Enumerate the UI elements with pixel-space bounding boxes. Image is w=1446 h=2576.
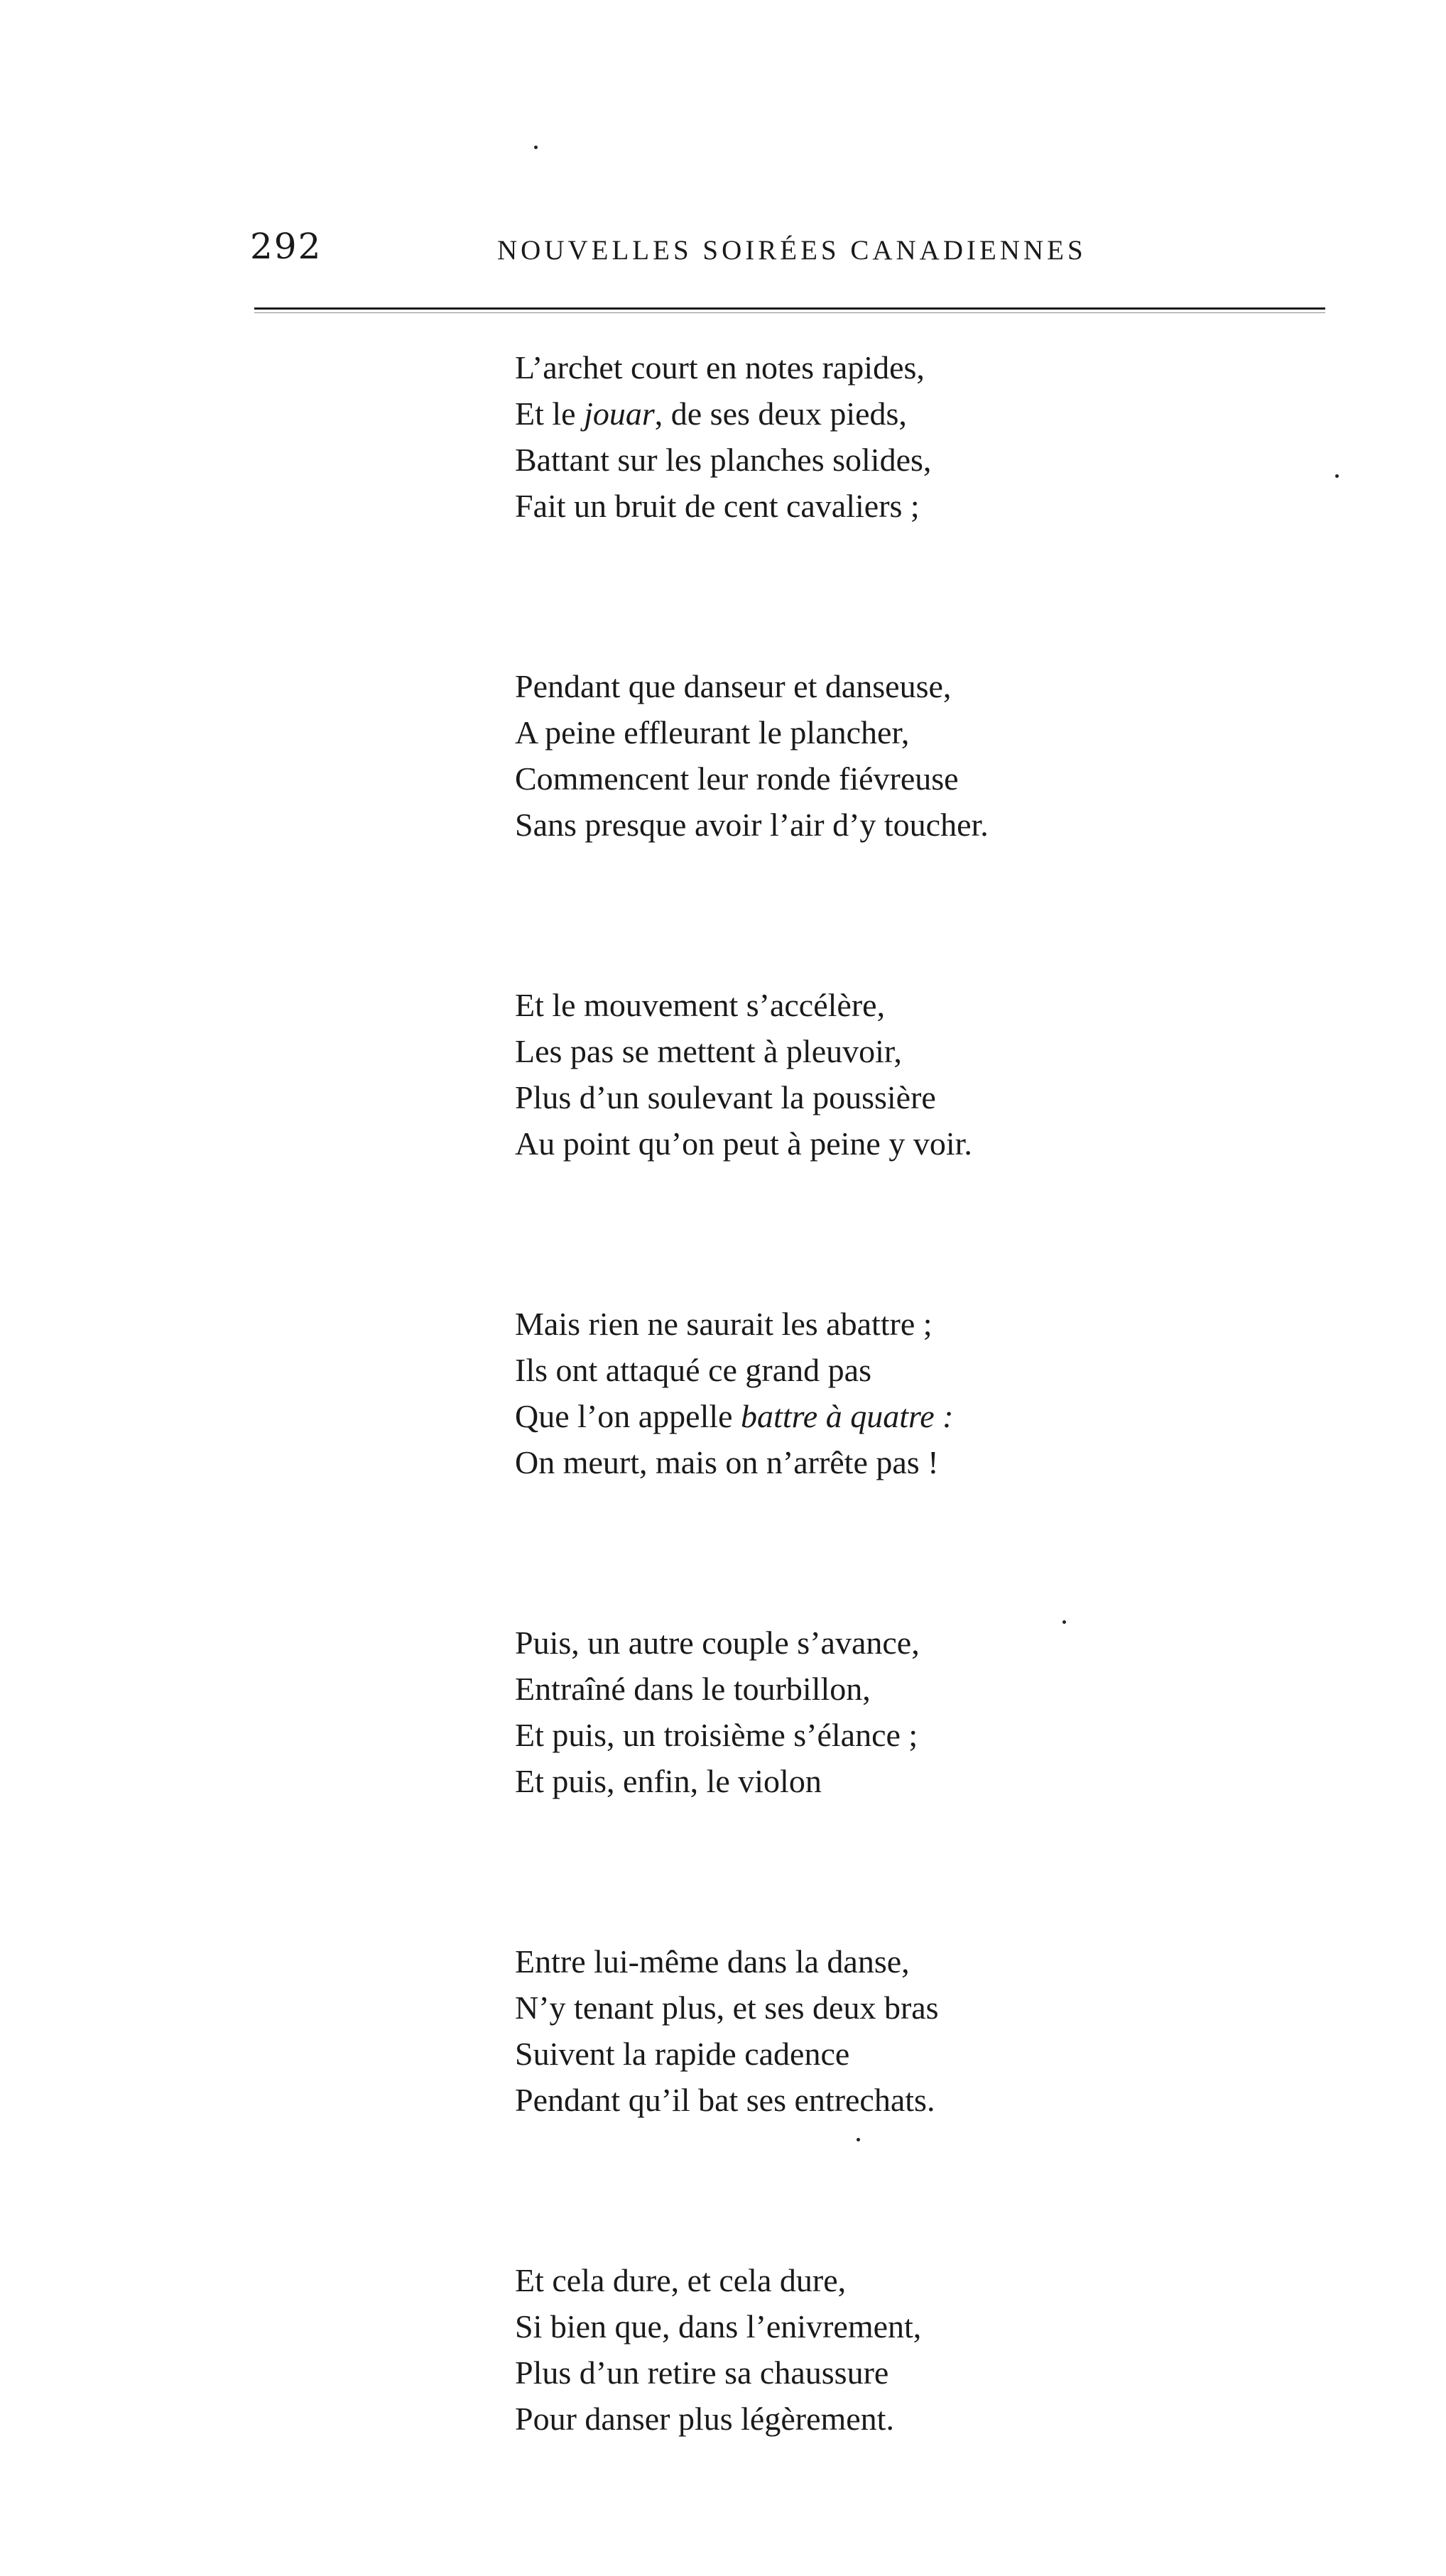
poem-line [515, 2031, 1367, 2077]
line-text: Pendant que danseur et danseuse, [515, 668, 952, 704]
stanza [515, 2257, 1367, 2442]
poem-line [515, 1347, 1367, 1393]
poem-line [515, 2077, 1367, 2123]
line-italic: battre à quatre : [741, 1398, 954, 1434]
line-text: Et puis, enfin, le violon [515, 1763, 822, 1799]
line-text: Et le mouvement s’accélère, [515, 987, 886, 1023]
line-text: On meurt, mais on n’arrête pas ! [515, 1444, 939, 1480]
line-text: Entre lui-même dans la danse, [515, 1943, 910, 1980]
poem-line [515, 1666, 1367, 1712]
poem-line [515, 1301, 1367, 1347]
poem-line [515, 802, 1367, 848]
poem-line [515, 755, 1367, 802]
page-number: 292 [250, 226, 322, 267]
line-text: Battant sur les planches solides, [515, 442, 932, 478]
line-text: Puis, un autre couple s’avance, [515, 1625, 920, 1661]
poem-line [515, 1985, 1367, 2031]
poem-line [515, 1620, 1367, 1666]
line-text: Pour danser plus légèrement. [515, 2401, 894, 2437]
poem-line [515, 391, 1367, 437]
stanza [515, 982, 1367, 1167]
line-text: Plus d’un retire sa chaussure [515, 2354, 889, 2391]
running-title: NOUVELLES SOIRÉES CANADIENNES [497, 235, 1087, 266]
line-text: Et puis, un troisième s’élance ; [515, 1717, 918, 1753]
line-text: Fait un bruit de cent cavaliers ; [515, 488, 920, 524]
line-text: Les pas se mettent à pleuvoir, [515, 1033, 902, 1069]
poem-line [515, 483, 1367, 529]
line-text-after: , de ses deux pieds, [654, 395, 907, 432]
stanza [515, 1938, 1367, 2123]
line-text: Ils ont attaqué ce grand pas [515, 1352, 871, 1388]
poem-line [515, 437, 1367, 483]
poem-line [515, 982, 1367, 1028]
line-text: Et cela dure, et cela dure, [515, 2262, 847, 2298]
line-text: Entraîné dans le tourbillon, [515, 1671, 871, 1707]
poem [515, 344, 1367, 2576]
header-rule [254, 307, 1325, 310]
poem-line [515, 1028, 1367, 1074]
poem-line [515, 663, 1367, 709]
poem-line [515, 1938, 1367, 1985]
poem-line [515, 1074, 1367, 1120]
line-text: Si bien que, dans l’enivrement, [515, 2308, 922, 2345]
line-text: Plus d’un soulevant la poussière [515, 1079, 936, 1115]
line-text: A peine effleurant le plancher, [515, 714, 910, 751]
poem-line [515, 2257, 1367, 2303]
line-text: Sans presque avoir l’air d’y toucher. [515, 807, 989, 843]
line-text: Commencent leur ronde fiévreuse [515, 760, 959, 797]
poem-line [515, 344, 1367, 391]
poem-line [515, 1758, 1367, 1804]
line-text: Suivent la rapide cadence [515, 2036, 850, 2072]
poem-line [515, 1712, 1367, 1758]
line-text: Mais rien ne saurait les abattre ; [515, 1306, 933, 1342]
header-rule-secondary [254, 312, 1325, 313]
line-text: Que l’on appelle [515, 1398, 741, 1434]
line-text: Et le [515, 395, 585, 432]
ink-speck [534, 146, 538, 149]
line-text: L’archet court en notes rapides, [515, 349, 925, 386]
poem-line [515, 709, 1367, 755]
poem-line [515, 2396, 1367, 2442]
poem-line [515, 1439, 1367, 1485]
poem-line [515, 2349, 1367, 2396]
line-text: Pendant qu’il bat ses entrechats. [515, 2082, 935, 2118]
poem-line [515, 1120, 1367, 1167]
line-text: N’y tenant plus, et ses deux bras [515, 1990, 939, 2026]
poem-line [515, 1393, 1367, 1439]
line-text: Au point qu’on peut à peine y voir. [515, 1125, 972, 1162]
poem-line [515, 2303, 1367, 2349]
line-italic: jouar [584, 395, 655, 432]
stanza [515, 344, 1367, 529]
stanza [515, 1301, 1367, 1485]
stanza [515, 663, 1367, 848]
stanza [515, 1620, 1367, 1804]
